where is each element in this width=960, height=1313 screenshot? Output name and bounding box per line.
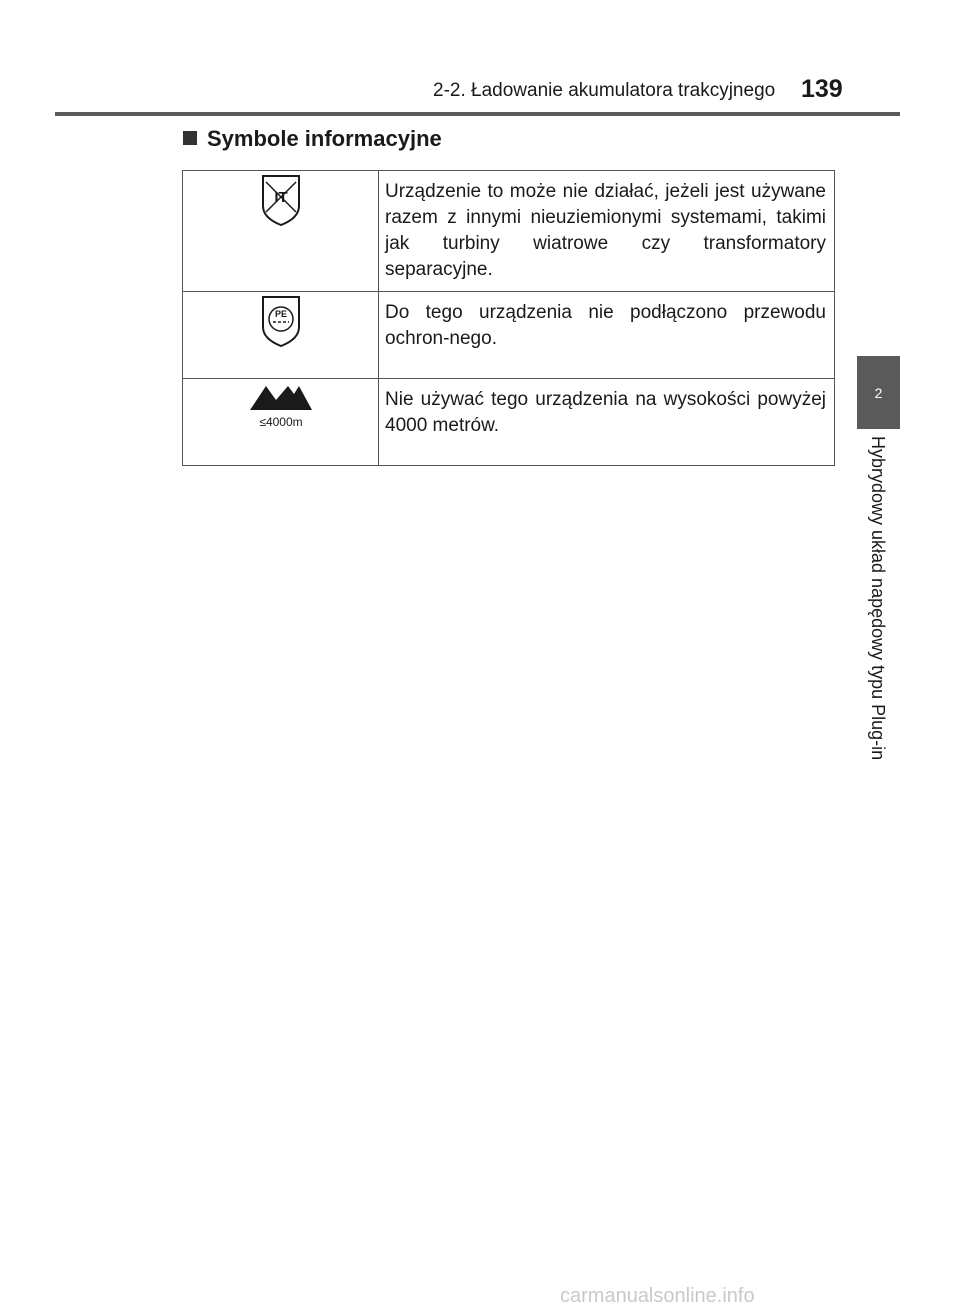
symbol-description: Do tego urządzenia nie podłączono przewodu ochron-nego. xyxy=(379,292,835,379)
icon-cell xyxy=(183,171,379,292)
watermark: carmanualsonline.info xyxy=(560,1285,755,1307)
svg-text:IT: IT xyxy=(273,189,288,206)
table-row xyxy=(183,379,835,466)
pe-shield-icon xyxy=(259,293,303,349)
chapter-label: Hybrydowy układ napędowy typu Plug-in xyxy=(868,436,888,761)
it-shield-crossed-icon xyxy=(259,172,303,228)
section-title xyxy=(183,126,442,152)
square-bullet-icon xyxy=(183,131,197,145)
icon-cell xyxy=(183,379,379,466)
symbol-description: Urządzenie to może nie działać, jeżeli jest używane razem z innymi nieuziemionymi systemami, takimi jak turbiny wiatrowe czy transformatory separacyjne. xyxy=(379,171,835,292)
header-rule xyxy=(55,112,900,116)
pe-icon-label: PE xyxy=(274,309,287,319)
page-number: 139 xyxy=(801,75,843,103)
chapter-number: 2 xyxy=(874,384,883,401)
altitude-icon-label: ≤4000m xyxy=(258,415,303,429)
table-row xyxy=(183,171,835,292)
table-row xyxy=(183,292,835,379)
icon-cell xyxy=(183,292,379,379)
section-title-text: Symbole informacyjne xyxy=(207,126,442,151)
symbol-description: Nie używać tego urządzenia na wysokości powyżej 4000 metrów. xyxy=(379,379,835,466)
altitude-mountains-icon xyxy=(246,380,316,430)
chapter-tab xyxy=(857,356,900,429)
running-head: 2-2. Ładowanie akumulatora trakcyjnego xyxy=(433,80,776,101)
symbols-table xyxy=(182,170,835,466)
